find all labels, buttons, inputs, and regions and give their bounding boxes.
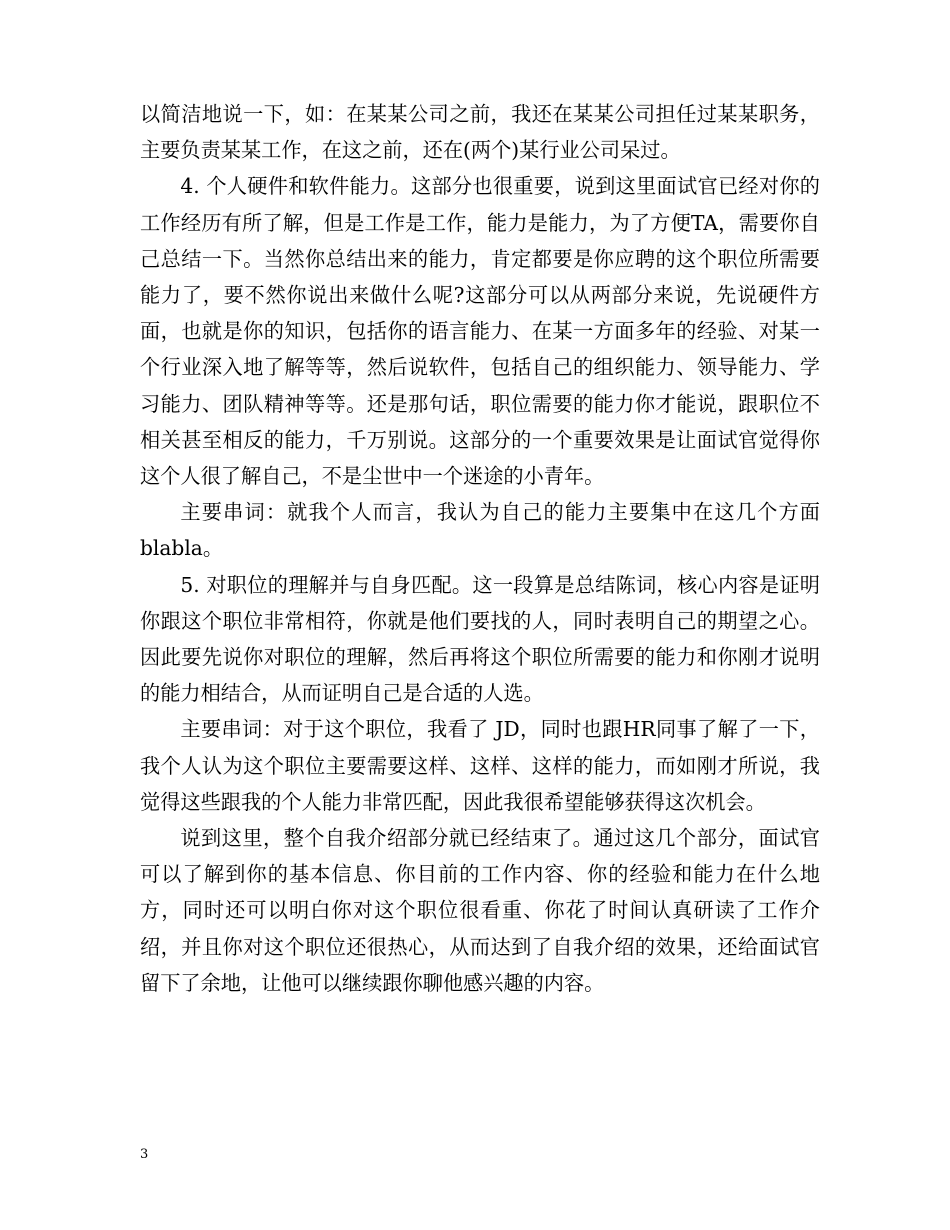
paragraph-item-5: 5. 对职位的理解并与自身匹配。这一段算是总结陈词，核心内容是证明你跟这个职位非常相符，你就是他们要找的人，同时表明自己的期望之心。因此要先说你对职位的理解，然后再将这个职位所需要的能力和你刚才说明的能力相结合，从而证明自己是合适的人选。 bbox=[140, 572, 820, 706]
paragraph-continuation: 以简洁地说一下，如：在某某公司之前，我还在某某公司担任过某某职务，主要负责某某工作，在这之前，还在(两个)某行业公司呆过。 bbox=[140, 102, 820, 163]
document-body bbox=[140, 96, 820, 1001]
page-number: 3 bbox=[140, 1147, 149, 1162]
paragraph-phrase-5: 主要串词：对于这个职位，我看了 JD，同时也跟HR同事了解了一下，我个人认为这个职位主要需要这样、这样、这样的能力，而如刚才所说，我觉得这些跟我的个人能力非常匹配，因此我很希望能够获得这次机会。 bbox=[140, 717, 820, 814]
paragraph-item-4: 4. 个人硬件和软件能力。这部分也很重要，说到这里面试官已经对你的工作经历有所了解，但是工作是工作，能力是能力，为了方便TA，需要你自己总结一下。当然你总结出来的能力，肯定都要是你应聘的这个职位所需要能力了，要不然你说出来做什么呢?这部分可以从两部分来说，先说硬件方面，也就是你的知识，包括你的语言能力、在某一方面多年的经验、对某一个行业深入地了解等等，然后说软件，包括自己的组织能力、领导能力、学习能力、团队精神等等。还是那句话，职位需要的能力你才能说，跟职位不相关甚至相反的能力，千万别说。这部分的一个重要效果是让面试官觉得你这个人很了解自己，不是尘世中一个迷途的小青年。 bbox=[140, 174, 820, 489]
paragraph-conclusion: 说到这里，整个自我介绍部分就已经结束了。通过这几个部分，面试官可以了解到你的基本信息、你目前的工作内容、你的经验和能力在什么地方，同时还可以明白你对这个职位很看重、你花了时间认真研读了工作介绍，并且你对这个职位还很热心，从而达到了自我介绍的效果，还给面试官留下了余地，让他可以继续跟你聊他感兴趣的内容。 bbox=[140, 826, 820, 995]
paragraph-phrase-4: 主要串词：就我个人而言，我认为自己的能力主要集中在这几个方面blabla。 bbox=[140, 500, 820, 561]
